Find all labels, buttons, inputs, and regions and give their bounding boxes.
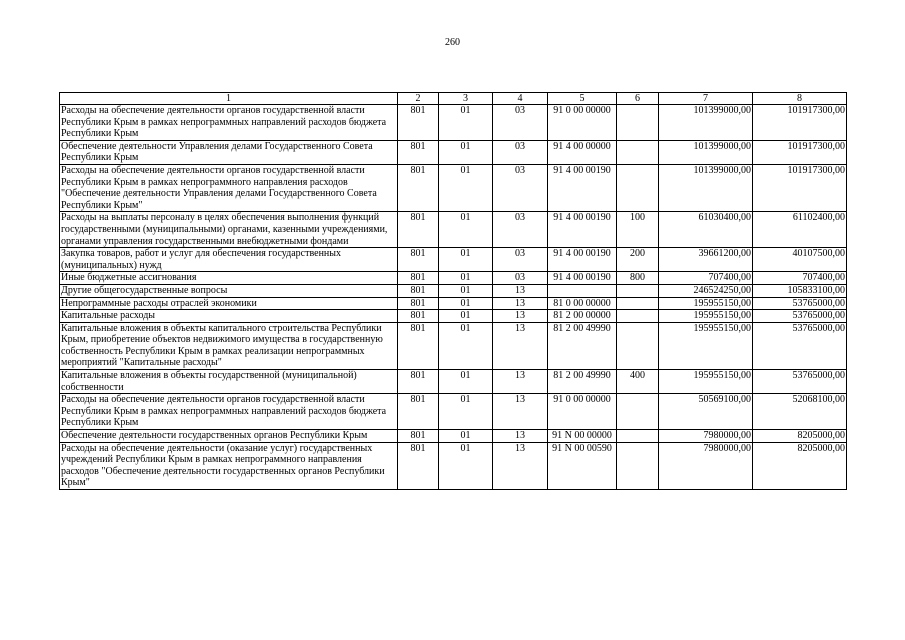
row-amount-col8: 707400,00: [753, 272, 847, 285]
table-row: [60, 272, 847, 285]
row-code-target: 81 2 00 49990: [548, 370, 617, 394]
row-amount-col7: 7980000,00: [659, 442, 753, 489]
row-code-ministry: 801: [398, 272, 439, 285]
row-amount-col7: 7980000,00: [659, 430, 753, 443]
row-amount-col8: 101917300,00: [753, 140, 847, 164]
row-code-expense-type: [617, 140, 659, 164]
row-code-section: 01: [439, 284, 493, 297]
row-code-expense-type: [617, 322, 659, 369]
row-code-ministry: 801: [398, 394, 439, 430]
table-row: [60, 140, 847, 164]
row-amount-col8: 53765000,00: [753, 310, 847, 323]
row-amount-col8: 40107500,00: [753, 248, 847, 272]
row-code-subsection: 03: [493, 212, 548, 248]
row-code-section: 01: [439, 272, 493, 285]
row-code-expense-type: 400: [617, 370, 659, 394]
row-code-ministry: 801: [398, 284, 439, 297]
row-code-section: 01: [439, 297, 493, 310]
row-amount-col7: 195955150,00: [659, 370, 753, 394]
table-row: [60, 310, 847, 323]
row-code-section: 01: [439, 442, 493, 489]
row-code-target: 91 N 00 00590: [548, 442, 617, 489]
table-row: [60, 212, 847, 248]
row-description: Обеспечение деятельности государственных органов Республики Крым: [60, 430, 398, 443]
row-code-section: 01: [439, 370, 493, 394]
row-code-subsection: 13: [493, 394, 548, 430]
header-cell: 3: [439, 93, 493, 105]
row-code-expense-type: 200: [617, 248, 659, 272]
row-code-ministry: 801: [398, 105, 439, 141]
row-amount-col8: 53765000,00: [753, 370, 847, 394]
header-cell: 7: [659, 93, 753, 105]
header-cell: 4: [493, 93, 548, 105]
row-code-subsection: 13: [493, 370, 548, 394]
row-code-ministry: 801: [398, 310, 439, 323]
row-code-ministry: 801: [398, 322, 439, 369]
header-cell: 2: [398, 93, 439, 105]
row-amount-col8: 61102400,00: [753, 212, 847, 248]
row-code-target: [548, 284, 617, 297]
table-row: [60, 442, 847, 489]
row-code-target: 91 0 00 00000: [548, 394, 617, 430]
row-code-ministry: 801: [398, 442, 439, 489]
row-code-section: 01: [439, 164, 493, 211]
row-code-subsection: 13: [493, 310, 548, 323]
row-code-subsection: 13: [493, 322, 548, 369]
row-code-ministry: 801: [398, 212, 439, 248]
row-code-target: 91 N 00 00000: [548, 430, 617, 443]
row-description: Иные бюджетные ассигнования: [60, 272, 398, 285]
row-description: Закупка товаров, работ и услуг для обеспечения государственных (муниципальных) нужд: [60, 248, 398, 272]
row-code-expense-type: [617, 430, 659, 443]
table-row: [60, 105, 847, 141]
row-code-expense-type: [617, 284, 659, 297]
row-description: Капитальные расходы: [60, 310, 398, 323]
row-code-target: 91 4 00 00190: [548, 248, 617, 272]
row-description: Капитальные вложения в объекты государственной (муниципальной) собственности: [60, 370, 398, 394]
row-amount-col7: 61030400,00: [659, 212, 753, 248]
row-code-target: 91 4 00 00190: [548, 164, 617, 211]
row-code-target: 91 4 00 00190: [548, 272, 617, 285]
row-description: Расходы на обеспечение деятельности (оказание услуг) государственных учреждений Республики Крым в рамках непрограммного направления расходов "Обеспечение деятельности государственных органов Республики Крым": [60, 442, 398, 489]
table-row: [60, 370, 847, 394]
row-amount-col8: 8205000,00: [753, 442, 847, 489]
row-code-section: 01: [439, 248, 493, 272]
row-code-section: 01: [439, 430, 493, 443]
table-row: [60, 284, 847, 297]
row-code-expense-type: [617, 310, 659, 323]
row-description: Расходы на обеспечение деятельности органов государственной власти Республики Крым в рамках непрограммных направлений расходов бюджета Республики Крым: [60, 105, 398, 141]
row-amount-col7: 195955150,00: [659, 310, 753, 323]
row-code-ministry: 801: [398, 248, 439, 272]
row-code-target: 91 4 00 00190: [548, 212, 617, 248]
table-row: [60, 430, 847, 443]
row-code-expense-type: 100: [617, 212, 659, 248]
row-code-target: 81 2 00 49990: [548, 322, 617, 369]
row-code-expense-type: [617, 442, 659, 489]
table-row: [60, 248, 847, 272]
row-description: Расходы на обеспечение деятельности органов государственной власти Республики Крым в рамках непрограммных направлений расходов бюджета Республики Крым: [60, 394, 398, 430]
header-cell: 8: [753, 93, 847, 105]
table-row: [60, 322, 847, 369]
row-code-section: 01: [439, 322, 493, 369]
row-code-subsection: 13: [493, 284, 548, 297]
table-row: [60, 297, 847, 310]
page-number: 260: [445, 37, 460, 48]
row-amount-col7: 195955150,00: [659, 322, 753, 369]
row-amount-col8: 101917300,00: [753, 105, 847, 141]
row-code-target: 91 4 00 00000: [548, 140, 617, 164]
row-amount-col7: 246524250,00: [659, 284, 753, 297]
row-amount-col7: 101399000,00: [659, 140, 753, 164]
row-code-expense-type: [617, 105, 659, 141]
row-amount-col8: 52068100,00: [753, 394, 847, 430]
row-code-expense-type: [617, 297, 659, 310]
header-row: [60, 93, 847, 105]
row-amount-col8: 101917300,00: [753, 164, 847, 211]
row-code-target: 81 0 00 00000: [548, 297, 617, 310]
header-cell: 1: [60, 93, 398, 105]
table-row: [60, 164, 847, 211]
row-amount-col7: 707400,00: [659, 272, 753, 285]
row-amount-col7: 50569100,00: [659, 394, 753, 430]
row-code-ministry: 801: [398, 297, 439, 310]
row-code-subsection: 13: [493, 430, 548, 443]
row-code-section: 01: [439, 212, 493, 248]
header-cell: 5: [548, 93, 617, 105]
row-code-section: 01: [439, 394, 493, 430]
row-amount-col7: 39661200,00: [659, 248, 753, 272]
row-code-subsection: 03: [493, 140, 548, 164]
row-code-section: 01: [439, 140, 493, 164]
row-description: Расходы на обеспечение деятельности органов государственной власти Республики Крым в рамках непрограммного направления расходов "Обеспечение деятельности Управления делами Государственного Совета Республики Крым": [60, 164, 398, 211]
row-code-section: 01: [439, 105, 493, 141]
row-description: Другие общегосударственные вопросы: [60, 284, 398, 297]
row-amount-col8: 53765000,00: [753, 297, 847, 310]
row-amount-col7: 195955150,00: [659, 297, 753, 310]
row-code-subsection: 13: [493, 442, 548, 489]
row-code-expense-type: 800: [617, 272, 659, 285]
row-description: Обеспечение деятельности Управления делами Государственного Совета Республики Крым: [60, 140, 398, 164]
row-code-target: 91 0 00 00000: [548, 105, 617, 141]
header-cell: 6: [617, 93, 659, 105]
row-description: Расходы на выплаты персоналу в целях обеспечения выполнения функций государственными (муниципальными) органами, казенными учреждениями, органами управления государственными внебюджетными фондами: [60, 212, 398, 248]
row-code-ministry: 801: [398, 430, 439, 443]
table-row: [60, 394, 847, 430]
row-amount-col7: 101399000,00: [659, 164, 753, 211]
row-code-expense-type: [617, 394, 659, 430]
row-amount-col8: 8205000,00: [753, 430, 847, 443]
row-code-section: 01: [439, 310, 493, 323]
row-description: Капитальные вложения в объекты капитального строительства Республики Крым, приобретение объектов недвижимого имущества в государственную собственность Республики Крым в рамках реализации непрограммных мероприятий "Капитальные расходы": [60, 322, 398, 369]
row-code-expense-type: [617, 164, 659, 211]
row-code-subsection: 03: [493, 164, 548, 211]
row-code-subsection: 03: [493, 248, 548, 272]
row-code-subsection: 03: [493, 105, 548, 141]
row-amount-col7: 101399000,00: [659, 105, 753, 141]
row-description: Непрограммные расходы отраслей экономики: [60, 297, 398, 310]
row-amount-col8: 53765000,00: [753, 322, 847, 369]
row-code-ministry: 801: [398, 370, 439, 394]
row-code-ministry: 801: [398, 164, 439, 211]
budget-table: [59, 92, 847, 490]
row-code-target: 81 2 00 00000: [548, 310, 617, 323]
row-code-ministry: 801: [398, 140, 439, 164]
row-code-subsection: 13: [493, 297, 548, 310]
row-amount-col8: 105833100,00: [753, 284, 847, 297]
row-code-subsection: 03: [493, 272, 548, 285]
